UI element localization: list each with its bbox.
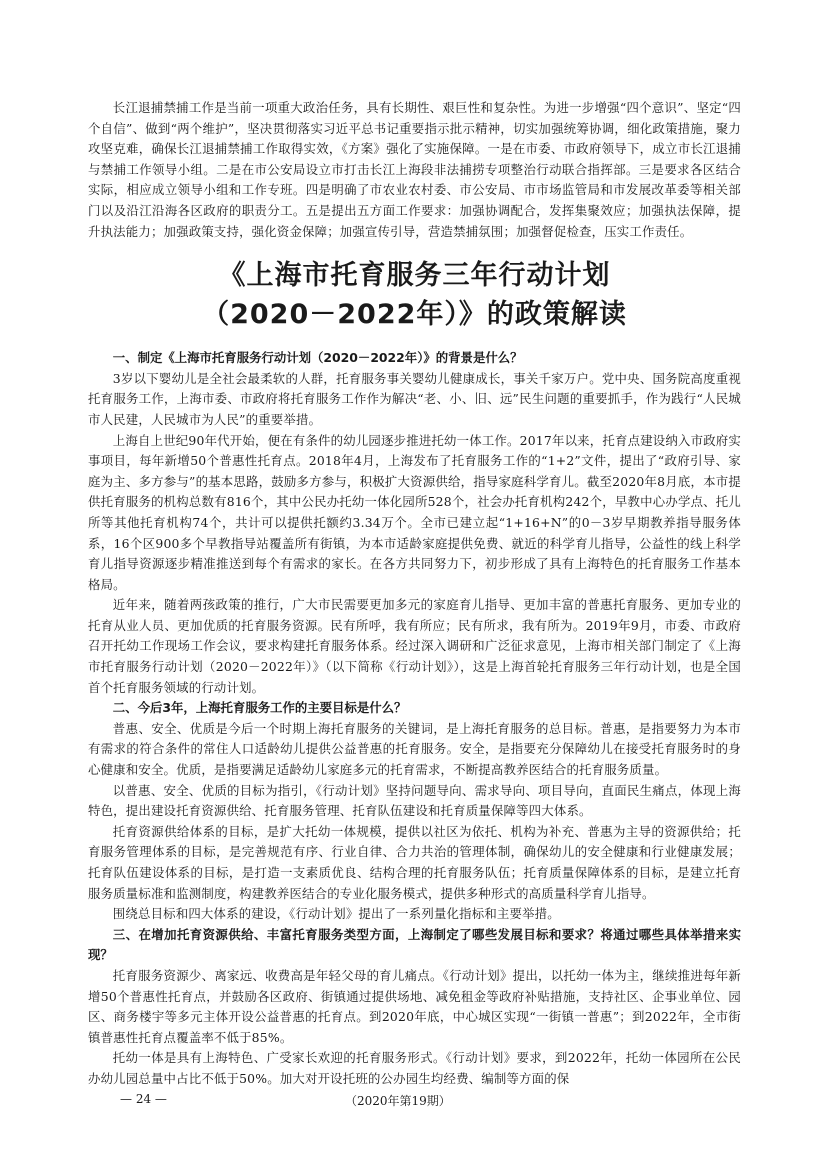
page-number: — 24 — (120, 1092, 167, 1106)
paragraph: 围绕总目标和四大体系的建设，《行动计划》提出了一系列量化指标和主要举措。 (112, 906, 560, 922)
paragraph: 上海自上世纪90年代开始，便在有条件的幼儿园逐步推进托幼一体工作。2017年以来，托育点建设纳入市政府实事项目，每年新增50个普惠性托育点。2018年4月，上海发布了托育服务工作的“1+2”文件，提出了“政府引导、家庭为主、多方参与”的基本思路，鼓励多方参与，积极扩大资源供给，指导家庭科学育儿。截至2020年8月底，本市提供托育服务的机构总数有816个，其中公民办托幼一体化园所528个，社会办托育机构242个，早教中心办学点、托儿所等其他托育机构74个，共计可以提供托额约3.34万个。全市已建立起“1+16+N”的0－3岁早期教养指导服务体系，16个区900多个早教指导站覆盖所有街镇，为本市适龄家庭提供免费、就近的科学育儿指导，公益性的线上科学育儿指导资源逐步精准推送到每个有需求的家长。在各方共同努力下，初步形成了具有上海特色的托育服务工作基本格局。 (88, 432, 741, 592)
paragraph: 托育资源供给体系的目标，是扩大托幼一体规模，提供以社区为依托、机构为补充、普惠为主导的资源供给；托育服务管理体系的目标，是完善规范有序、行业自律、合力共治的管理体制，确保幼儿的安全健康和行业健康发展；托育队伍建设体系的目标，是打造一支素质优良、结构合理的托育服务队伍；托育质量保障体系的目标，是建立托育服务质量标准和监测制度，构建教养医结合的专业化服务模式，提供多种形式的高质量科学育儿指导。 (88, 823, 741, 901)
paragraph: 以普惠、安全、优质的目标为指引，《行动计划》坚持问题导向、需求导向、项目导向，直面民生痛点，体现上海特色，提出建设托育资源供给、托育服务管理、托育队伍建设和托育质量保障等四大体系。 (88, 782, 741, 819)
paragraph: 普惠、安全、优质是今后一个时期上海托育服务的关键词，是上海托育服务的总目标。普惠，是指要努力为本市有需求的符合条件的常住人口适龄幼儿提供公益普惠的托育服务。安全，是指要充分保障幼儿在接受托育服务时的身心健康和安全。优质，是指要满足适龄幼儿家庭多元的托育需求，不断提高教养医结合的托育服务质量。 (88, 720, 741, 778)
paragraph: 托幼一体是具有上海特色、广受家长欢迎的托育服务形式。《行动计划》要求，到2022年，托幼一体园所在公民办幼儿园总量中占比不低于50%。加大对开设托班的公办园生均经费、编制等方面的保 (88, 1050, 741, 1086)
title-line-1: 《上海市托育服务三年行动计划 (218, 260, 611, 292)
article-page (88, 98, 741, 1090)
paragraph: 3岁以下婴幼儿是全社会最柔软的人群，托育服务事关婴幼儿健康成长，事关千家万户。党中央、国务院高度重视托育服务工作，上海市委、市政府将托育服务工作作为解决“老、小、旧、远”民生问题的重要抓手，作为践行“人民城市人民建，人民城市为人民”的重要举措。 (88, 370, 741, 427)
issue-label: （2020年第19期） (345, 1094, 451, 1108)
question-3-heading: 三、在增加托育资源供给、丰富托育服务类型方面，上海制定了哪些发展目标和要求？将通过哪些具体举措来实现？ (88, 926, 741, 963)
intro-paragraph: 长江退捕禁捕工作是当前一项重大政治任务，具有长期性、艰巨性和复杂性。为进一步增强“四个意识”、坚定“四个自信”、做到“两个维护”，坚决贯彻落实习近平总书记重要指示批示精神，切实加强统筹协调，细化政策措施，聚力攻坚克难，确保长江退捕禁捕工作取得实效，《方案》强化了实施保障。一是在市委、市政府领导下，成立市长江退捕与禁捕工作领导小组。二是在市公安局设立市打击长江上海段非法捕捞专项整治行动联合指挥部。三是要求各区结合实际，相应成立领导小组和工作专班。四是明确了市农业农村委、市公安局、市市场监管局和市发展改革委等相关部门以及沿江沿海各区政府的职责分工。五是提出五方面工作要求：加强协调配合，发挥集聚效应；加强执法保障，提升执法能力；加强政策支持，强化资金保障；加强宣传引导，营造禁捕氛围；加强督促检查，压实工作责任。 (88, 100, 741, 239)
question-1-heading: 一、制定《上海市托育服务行动计划（2020－2022年）》的背景是什么？ (112, 350, 523, 366)
paragraph: 近年来，随着两孩政策的推行，广大市民需要更加多元的家庭育儿指导、更加丰富的普惠托育服务、更加专业的托育从业人员、更加优质的托育服务资源。民有所呼，我有所应；民有所求，我有所为。2019年9月，市委、市政府召开托幼工作现场工作会议，要求构建托育服务体系。经过深入调研和广泛征求意见，上海市相关部门制定了《上海市托育服务行动计划（2020－2022年）》（以下简称《行动计划》），这是上海首轮托育服务三年行动计划，也是全国首个托育服务领域的行动计划。 (88, 597, 741, 695)
article-title (88, 256, 741, 334)
question-2-heading: 二、今后3年，上海托育服务工作的主要目标是什么？ (112, 700, 407, 716)
title-line-2: （2020－2022年）》的政策解读 (202, 299, 627, 331)
paragraph: 托育服务资源少、离家远、收费高是年轻父母的育儿痛点。《行动计划》提出，以托幼一体为主，继续推进每年新增50个普惠性托育点，并鼓励各区政府、街镇通过提供场地、减免租金等政府补贴措施，支持社区、企事业单位、园区、商务楼宇等多元主体开设公益普惠的托育点。到2020年底，中心城区实现“一街镇一普惠”；到2022年，全市街镇普惠性托育点覆盖率不低于85%。 (88, 967, 741, 1045)
